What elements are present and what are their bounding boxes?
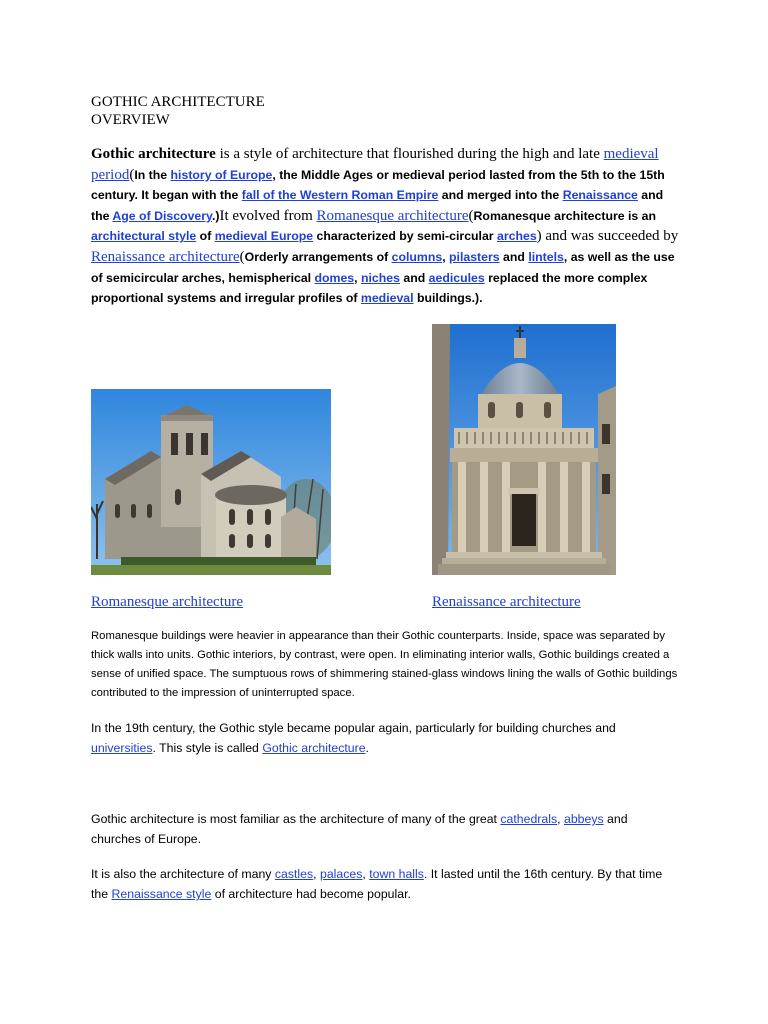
link-gothic-architecture[interactable]: Gothic architecture: [262, 741, 366, 755]
cathedrals-paragraph: Gothic architecture is most familiar as the architecture of many of the great cathedrals, abbeys and churches of Europe.: [91, 812, 628, 846]
link-romanesque-architecture[interactable]: Romanesque architecture: [316, 207, 469, 224]
link-medieval[interactable]: medieval: [360, 291, 414, 306]
document-subtitle: OVERVIEW: [91, 112, 170, 128]
link-columns[interactable]: columns: [391, 249, 443, 264]
link-renaissance-style[interactable]: Renaissance style: [111, 887, 212, 901]
link-fall-western-roman-empire[interactable]: fall of the Western Roman Empire: [241, 188, 439, 203]
link-town-halls[interactable]: town halls: [369, 867, 424, 881]
romanesque-church-image: [91, 389, 331, 575]
link-niches[interactable]: niches: [360, 270, 400, 285]
link-pilasters[interactable]: pilasters: [449, 249, 500, 264]
link-medieval-europe[interactable]: medieval Europe: [214, 229, 314, 244]
intro-paragraph: Gothic architecture is a style of architecture that flourished during the high and late medieval period(In the history of Europe, the Middle Ages or medieval period lasted from the 5th to the 15th century. It began with the fall of the Western Roman Empire and merged into the Renaissance and the Age of Discovery.)It evolved from Romanesque architecture(Romanesque architecture is an architectural style of medieval Europe characterized by semi-circular arches) and was succeeded by Renaissance architecture(Orderly arrangements of columns, pilasters and lintels, as well as the use of semicircular arches, hemispherical domes, niches and aedicules replaced the more complex proportional systems and irregular profiles of medieval buildings.).: [91, 146, 679, 306]
caption-renaissance-architecture[interactable]: Renaissance architecture: [432, 594, 581, 610]
link-domes[interactable]: domes: [314, 270, 355, 285]
link-renaissance-architecture[interactable]: Renaissance architecture: [91, 248, 240, 265]
gothic-architecture-term: Gothic architecture: [91, 146, 216, 162]
link-abbeys[interactable]: abbeys: [563, 812, 604, 826]
link-renaissance[interactable]: Renaissance: [562, 188, 638, 203]
link-history-of-europe[interactable]: history of Europe: [170, 167, 273, 182]
link-architectural-style[interactable]: architectural style: [91, 229, 197, 244]
document-title: GOTHIC ARCHITECTURE: [91, 94, 265, 110]
link-castles[interactable]: castles: [274, 867, 314, 881]
link-cathedrals[interactable]: cathedrals: [500, 812, 558, 826]
link-universities[interactable]: universities: [91, 741, 153, 755]
link-arches[interactable]: arches: [497, 229, 537, 244]
castles-paragraph: It is also the architecture of many castles, palaces, town halls. It lasted until the 16th century. By that time the Renaissance style of architecture had become popular.: [91, 867, 663, 901]
renaissance-tempietto-image: [432, 324, 616, 575]
link-medieval-period[interactable]: medieval period: [91, 146, 659, 183]
nineteenth-century-paragraph: In the 19th century, the Gothic style became popular again, particularly for building churches and universities. This style is called Gothic architecture.: [91, 721, 616, 755]
link-palaces[interactable]: palaces: [319, 867, 363, 881]
link-lintels[interactable]: lintels: [528, 249, 564, 264]
link-aedicules[interactable]: aedicules: [428, 270, 485, 285]
caption-romanesque-architecture[interactable]: Romanesque architecture: [91, 594, 244, 610]
link-age-of-discovery[interactable]: Age of Discovery: [112, 208, 212, 223]
romanesque-comparison-paragraph: Romanesque buildings were heavier in appearance than their Gothic counterparts. Inside, space was separated by thick walls into units. Gothic interiors, by contrast, were open. In eliminating interior walls, Gothic buildings created a sense of unified space. The sumptuous rows of shimmering stained-glass windows lining the walls of Gothic buildings contributed to the impression of uninterrupted space.: [91, 630, 678, 699]
